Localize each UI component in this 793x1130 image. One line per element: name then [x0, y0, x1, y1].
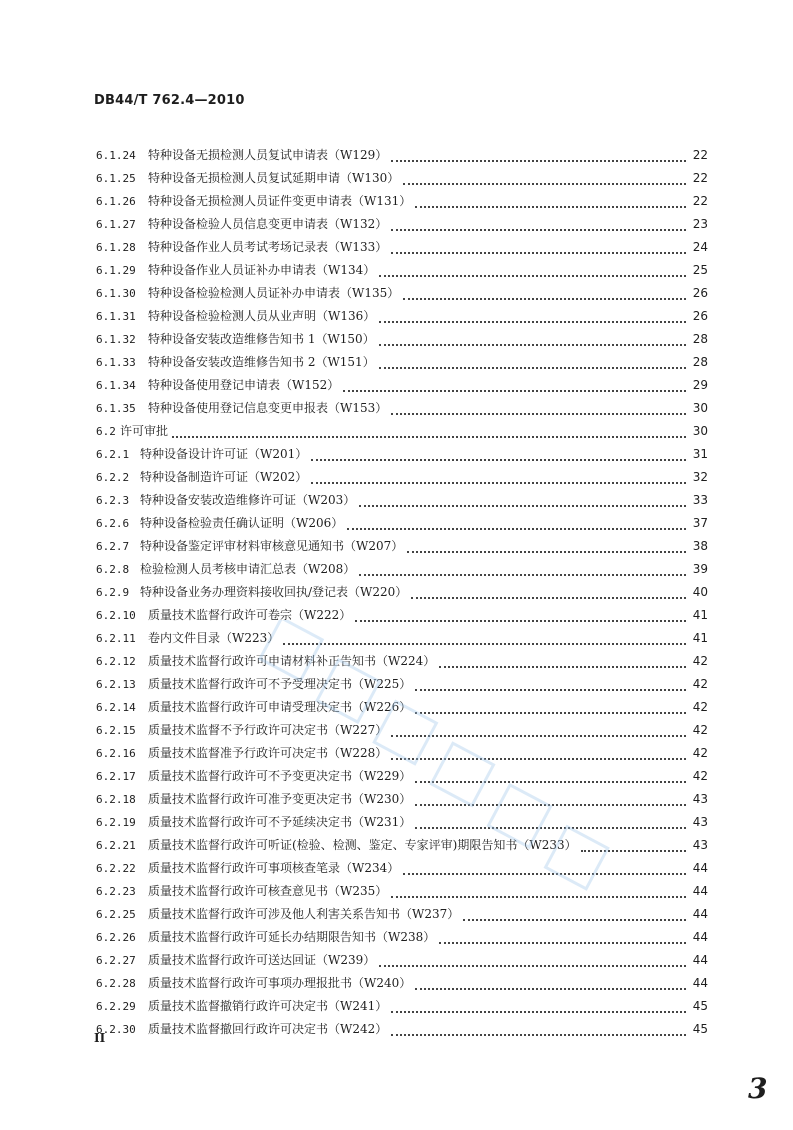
toc-entry-title: 卷内文件目录（W223）	[148, 631, 280, 645]
toc-entry-title: 质量技术监督准予行政许可决定书（W228）	[148, 746, 388, 760]
toc-entry[interactable]	[96, 1018, 708, 1041]
toc-entry[interactable]	[96, 811, 708, 834]
toc-dot-leader	[581, 849, 686, 852]
toc-dot-leader	[439, 941, 686, 944]
toc-entry-page: 37	[692, 516, 708, 530]
toc-dot-leader	[391, 734, 686, 737]
toc-entry[interactable]	[96, 995, 708, 1018]
toc-dot-leader	[391, 1033, 686, 1036]
toc-entry-page: 41	[692, 608, 708, 622]
toc-entry-number: 6.2.19	[96, 816, 136, 829]
toc-entry[interactable]	[96, 305, 708, 328]
toc-entry-title: 特种设备检验检测人员从业声明（W136）	[148, 309, 376, 323]
toc-entry-page: 42	[692, 700, 708, 714]
toc-entry-number: 6.2.13	[96, 678, 136, 691]
toc-dot-leader	[411, 596, 686, 599]
toc-entry-page: 42	[692, 677, 708, 691]
toc-entry-title: 特种设备设计许可证（W201）	[140, 447, 308, 461]
toc-entry-number: 6.2.22	[96, 862, 136, 875]
toc-entry-title: 特种设备检验检测人员证补办申请表（W135）	[148, 286, 400, 300]
toc-dot-leader	[355, 619, 686, 622]
toc-entry-page: 33	[692, 493, 708, 507]
roman-page-number: II	[94, 1031, 106, 1045]
toc-dot-leader	[391, 251, 686, 254]
toc-entry[interactable]	[96, 190, 708, 213]
toc-entry-title: 质量技术监督行政许可送达回证（W239）	[148, 953, 376, 967]
toc-entry-page: 32	[692, 470, 708, 484]
toc-entry-title: 特种设备无损检测人员复试延期申请（W130）	[148, 171, 400, 185]
toc-entry-title: 许可审批	[120, 424, 169, 438]
toc-entry-page: 28	[692, 355, 708, 369]
toc-entry-title: 质量技术监督行政许可准予变更决定书（W230）	[148, 792, 412, 806]
toc-entry[interactable]	[96, 397, 708, 420]
toc-entry-title: 特种设备鉴定评审材料审核意见通知书（W207）	[140, 539, 404, 553]
toc-entry[interactable]	[96, 673, 708, 696]
toc-entry-page: 42	[692, 769, 708, 783]
toc-entry-number: 6.2.2	[96, 471, 130, 484]
toc-entry[interactable]	[96, 650, 708, 673]
toc-entry-page: 26	[692, 286, 708, 300]
toc-dot-leader	[415, 780, 686, 783]
toc-dot-leader	[391, 1010, 686, 1013]
corner-page-number: 3	[748, 1072, 768, 1105]
toc-entry-page: 28	[692, 332, 708, 346]
toc-entry-title: 特种设备无损检测人员证件变更申请表（W131）	[148, 194, 412, 208]
toc-entry-page: 44	[692, 976, 708, 990]
toc-entry-title: 质量技术监督行政许可申请受理决定书（W226）	[148, 700, 412, 714]
toc-dot-leader	[343, 389, 686, 392]
toc-entry-page: 43	[692, 792, 708, 806]
toc-entry[interactable]	[96, 719, 708, 742]
toc-entry-number: 6.2.29	[96, 1000, 136, 1013]
toc-entry-page: 42	[692, 654, 708, 668]
toc-entry-number: 6.1.33	[96, 356, 136, 369]
toc-entry-page: 38	[692, 539, 708, 553]
toc-entry-title: 特种设备检验人员信息变更申请表（W132）	[148, 217, 388, 231]
toc-dot-leader	[311, 458, 686, 461]
toc-entry-title: 特种设备检验责任确认证明（W206）	[140, 516, 344, 530]
toc-entry-page: 25	[692, 263, 708, 277]
toc-dot-leader	[359, 573, 686, 576]
toc-entry[interactable]	[96, 949, 708, 972]
toc-entry-page: 43	[692, 815, 708, 829]
toc-entry-title: 质量技术监督行政许可不予受理决定书（W225）	[148, 677, 412, 691]
toc-dot-leader	[415, 987, 686, 990]
toc-entry-title: 特种设备业务办理资料接收回执/登记表（W220）	[140, 585, 408, 599]
toc-entry-page: 22	[692, 148, 708, 162]
toc-dot-leader	[403, 872, 686, 875]
toc-entry-page: 44	[692, 953, 708, 967]
toc-entry[interactable]	[96, 512, 708, 535]
toc-entry-page: 44	[692, 884, 708, 898]
toc-entry[interactable]	[96, 581, 708, 604]
toc-entry[interactable]	[96, 558, 708, 581]
toc-entry-page: 30	[692, 401, 708, 415]
toc-entry-number: 6.2.14	[96, 701, 136, 714]
toc-entry[interactable]	[96, 328, 708, 351]
toc-entry-number: 6.1.27	[96, 218, 136, 231]
toc-dot-leader	[439, 665, 686, 668]
toc-entry-page: 45	[692, 1022, 708, 1036]
toc-entry[interactable]	[96, 420, 708, 443]
toc-entry-title: 质量技术监督行政许可事项办理报批书（W240）	[148, 976, 412, 990]
toc-entry-page: 29	[692, 378, 708, 392]
toc-entry-page: 42	[692, 746, 708, 760]
toc-dot-leader	[379, 964, 686, 967]
toc-entry-title: 特种设备无损检测人员复试申请表（W129）	[148, 148, 388, 162]
toc-entry[interactable]	[96, 696, 708, 719]
toc-dot-leader	[415, 688, 686, 691]
toc-entry[interactable]	[96, 604, 708, 627]
toc-entry[interactable]	[96, 972, 708, 995]
toc-entry-title: 特种设备安装改造维修告知书 1（W150）	[148, 332, 375, 346]
toc-entry-page: 24	[692, 240, 708, 254]
toc-entry-number: 6.1.25	[96, 172, 136, 185]
toc-dot-leader	[391, 895, 686, 898]
table-of-contents	[96, 144, 708, 1041]
toc-entry[interactable]	[96, 351, 708, 374]
toc-dot-leader	[415, 205, 686, 208]
toc-entry-page: 26	[692, 309, 708, 323]
toc-entry-title: 特种设备制造许可证（W202）	[140, 470, 308, 484]
toc-entry-title: 特种设备使用登记申请表（W152）	[148, 378, 340, 392]
toc-entry[interactable]	[96, 627, 708, 650]
toc-dot-leader	[172, 435, 686, 438]
toc-dot-leader	[283, 642, 686, 645]
toc-entry-page: 39	[692, 562, 708, 576]
toc-entry-page: 41	[692, 631, 708, 645]
toc-entry-number: 6.2.17	[96, 770, 136, 783]
toc-entry-title: 特种设备作业人员证补办申请表（W134）	[148, 263, 376, 277]
toc-entry-number: 6.1.34	[96, 379, 136, 392]
toc-entry-number: 6.1.31	[96, 310, 136, 323]
toc-dot-leader	[391, 757, 686, 760]
toc-entry-title: 检验检测人员考核申请汇总表（W208）	[140, 562, 356, 576]
toc-entry-number: 6.1.35	[96, 402, 136, 415]
toc-entry-number: 6.2.27	[96, 954, 136, 967]
toc-entry-title: 特种设备作业人员考试考场记录表（W133）	[148, 240, 388, 254]
toc-entry-number: 6.2.18	[96, 793, 136, 806]
toc-dot-leader	[379, 320, 686, 323]
toc-entry-number: 6.1.32	[96, 333, 136, 346]
toc-entry-title: 质量技术监督行政许可事项核查笔录（W234）	[148, 861, 400, 875]
toc-entry-title: 质量技术监督行政许可不予变更决定书（W229）	[148, 769, 412, 783]
toc-entry-number: 6.2.26	[96, 931, 136, 944]
toc-entry-title: 特种设备使用登记信息变更申报表（W153）	[148, 401, 388, 415]
toc-entry-page: 44	[692, 930, 708, 944]
toc-dot-leader	[359, 504, 686, 507]
toc-dot-leader	[463, 918, 686, 921]
toc-entry[interactable]	[96, 742, 708, 765]
toc-entry-number: 6.2.15	[96, 724, 136, 737]
toc-dot-leader	[407, 550, 686, 553]
toc-entry-title: 质量技术监督行政许可涉及他人利害关系告知书（W237）	[148, 907, 460, 921]
toc-entry[interactable]	[96, 236, 708, 259]
toc-dot-leader	[391, 159, 686, 162]
toc-entry[interactable]	[96, 213, 708, 236]
toc-entry[interactable]	[96, 857, 708, 880]
toc-dot-leader	[391, 228, 686, 231]
toc-entry-number: 6.2.25	[96, 908, 136, 921]
toc-entry[interactable]	[96, 466, 708, 489]
toc-entry-number: 6.2.3	[96, 494, 130, 507]
toc-entry-number: 6.2.16	[96, 747, 136, 760]
toc-dot-leader	[415, 711, 686, 714]
toc-entry-number: 6.2.21	[96, 839, 136, 852]
doc-code-header: DB44/T 762.4—2010	[94, 93, 245, 108]
toc-entry-title: 特种设备安装改造维修告知书 2（W151）	[148, 355, 375, 369]
toc-entry-title: 质量技术监督行政许可延长办结期限告知书（W238）	[148, 930, 436, 944]
toc-entry-page: 44	[692, 907, 708, 921]
toc-entry[interactable]	[96, 282, 708, 305]
toc-dot-leader	[311, 481, 686, 484]
toc-entry-page: 44	[692, 861, 708, 875]
toc-entry[interactable]	[96, 535, 708, 558]
toc-entry-number: 6.2.28	[96, 977, 136, 990]
toc-entry-title: 质量技术监督行政许可核查意见书（W235）	[148, 884, 388, 898]
toc-entry-page: 42	[692, 723, 708, 737]
toc-dot-leader	[379, 274, 686, 277]
toc-entry-number: 6.1.30	[96, 287, 136, 300]
toc-entry-title: 特种设备安装改造维修许可证（W203）	[140, 493, 356, 507]
toc-entry-page: 22	[692, 194, 708, 208]
toc-dot-leader	[403, 182, 686, 185]
toc-entry-title: 质量技术监督撤回行政许可决定书（W242）	[148, 1022, 388, 1036]
toc-entry-number: 6.2.10	[96, 609, 136, 622]
toc-entry[interactable]	[96, 489, 708, 512]
toc-entry-number: 6.1.29	[96, 264, 136, 277]
toc-entry-number: 6.2.11	[96, 632, 136, 645]
toc-entry-number: 6.2.30	[96, 1023, 136, 1036]
toc-entry[interactable]	[96, 259, 708, 282]
toc-entry-number: 6.2.8	[96, 563, 130, 576]
toc-entry[interactable]	[96, 374, 708, 397]
toc-entry-number: 6.1.26	[96, 195, 136, 208]
toc-entry-page: 23	[692, 217, 708, 231]
toc-entry-title: 质量技术监督行政许可卷宗（W222）	[148, 608, 352, 622]
toc-entry-number: 6.2.1	[96, 448, 130, 461]
toc-entry-number: 6.2.23	[96, 885, 136, 898]
toc-dot-leader	[403, 297, 686, 300]
toc-entry[interactable]	[96, 834, 708, 857]
toc-dot-leader	[347, 527, 686, 530]
toc-entry-page: 40	[692, 585, 708, 599]
toc-entry-title: 质量技术监督不予行政许可决定书（W227）	[148, 723, 388, 737]
toc-entry-title: 质量技术监督行政许可不予延续决定书（W231）	[148, 815, 412, 829]
toc-dot-leader	[391, 412, 686, 415]
toc-entry-number: 6.2.12	[96, 655, 136, 668]
toc-entry-number: 6.1.28	[96, 241, 136, 254]
toc-entry[interactable]	[96, 443, 708, 466]
toc-entry-number: 6.2.6	[96, 517, 130, 530]
toc-entry-page: 31	[692, 447, 708, 461]
toc-entry-number: 6.2.7	[96, 540, 130, 553]
toc-entry[interactable]	[96, 926, 708, 949]
toc-entry[interactable]	[96, 880, 708, 903]
toc-entry-title: 质量技术监督行政许可申请材料补正告知书（W224）	[148, 654, 436, 668]
toc-entry-page: 45	[692, 999, 708, 1013]
toc-entry-page: 22	[692, 171, 708, 185]
toc-entry-page: 43	[692, 838, 708, 852]
toc-entry[interactable]	[96, 144, 708, 167]
toc-dot-leader	[415, 803, 686, 806]
toc-entry-title: 质量技术监督行政许可听证(检验、检测、鉴定、专家评审)期限告知书（W233）	[148, 838, 577, 852]
toc-entry-number: 6.2	[96, 425, 116, 438]
toc-dot-leader	[415, 826, 686, 829]
toc-entry-page: 30	[692, 424, 708, 438]
toc-entry[interactable]	[96, 903, 708, 926]
toc-entry[interactable]	[96, 788, 708, 811]
toc-entry-number: 6.1.24	[96, 149, 136, 162]
toc-dot-leader	[379, 366, 686, 369]
toc-dot-leader	[379, 343, 686, 346]
toc-entry-number: 6.2.9	[96, 586, 130, 599]
toc-entry-title: 质量技术监督撤销行政许可决定书（W241）	[148, 999, 388, 1013]
toc-entry[interactable]	[96, 765, 708, 788]
toc-entry[interactable]	[96, 167, 708, 190]
